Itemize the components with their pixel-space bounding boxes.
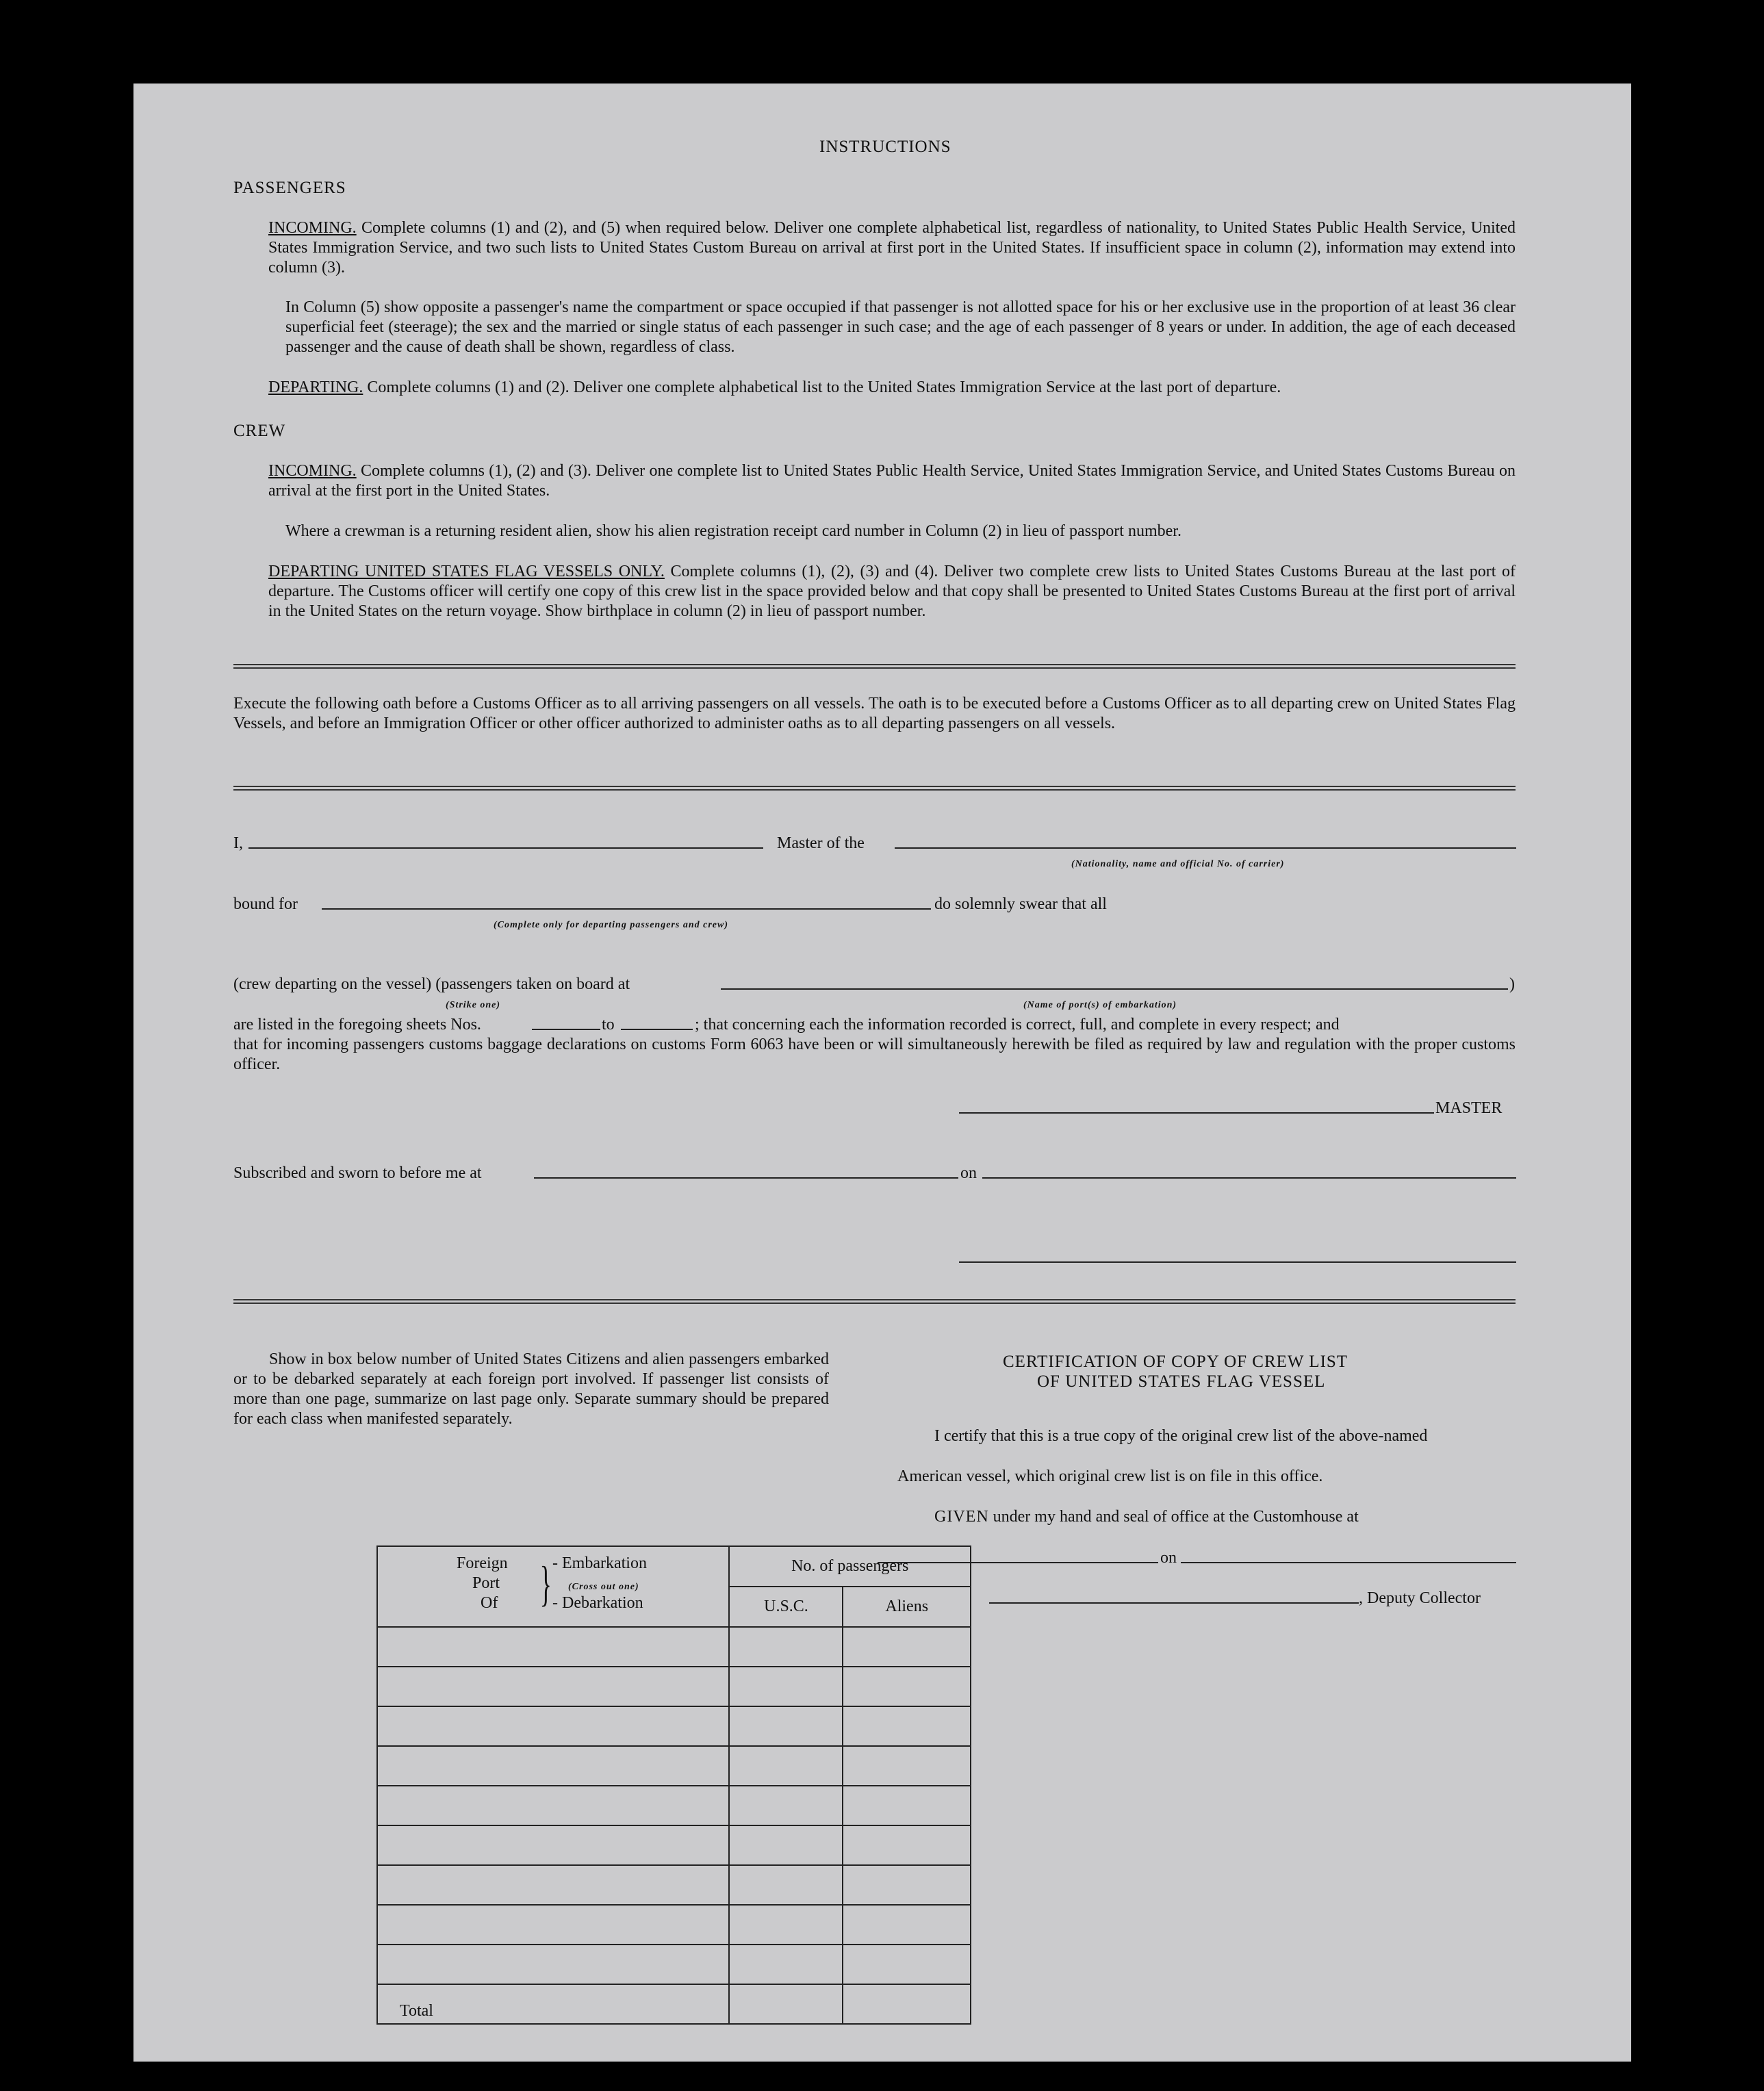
master-signature-field[interactable] [959,1112,1434,1114]
master-label: MASTER [1435,1099,1503,1117]
subscribed-place-field[interactable] [534,1177,958,1179]
passengers-column5-text: In Column (5) show opposite a passenger's name the compartment or space occupied if that passenger is not allotted space for his or her exclusive use in the proportion of at least 36 clear superficial feet (steerage); the sex and the married or single status of each passenger in such case; and the age of each passenger of 8 years or under. In addition, the age of each deceased passenger and the cause of death shall be shown, regardless of class. [285,298,1516,356]
carrier-field[interactable] [895,847,1516,849]
oath-continuation: that for incoming passengers customs baggage declarations on customs Form 6063 have been or will simultaneously herewith be filed as required by law and regulation with the proper customs officer. [233,1036,1516,1073]
port-cell[interactable] [377,1945,729,1984]
port-cell[interactable] [377,1706,729,1746]
crew-departing-label: DEPARTING UNITED STATES FLAG VESSELS ONLY. [268,563,665,580]
debarkation-label: - Debarkation [552,1594,643,1612]
passengers-incoming-label: INCOMING. [268,219,357,237]
officer-signature-field[interactable] [959,1261,1516,1263]
embarkation-label: - Embarkation [552,1554,647,1572]
divider [233,786,1516,791]
certification-title-line2: OF UNITED STATES FLAG VESSEL [1037,1372,1326,1391]
table-row [377,1786,971,1825]
do-solemnly-label: do solemnly swear that all [934,895,1107,913]
usc-cell[interactable] [729,1627,843,1667]
table-row [377,1667,971,1706]
carrier-caption: (Nationality, name and official No. of carrier) [1071,859,1285,869]
table-row [377,1865,971,1905]
certify-line1: I certify that this is a true copy of the original crew list of the above-named [934,1427,1428,1445]
aliens-cell[interactable] [843,1706,971,1746]
crew-departing-body: Complete columns (1), (2), (3) and (4). Deliver two complete crew lists to United States Customs Bureau at the last port of departure. The Customs officer will certify one copy of this crew list in the space provided below and that copy shall be presented to United States Customs Bureau at the first port of arrival in the United States on the return voyage. Show birthplace in column (2) in lieu of passport number. [268,563,1516,620]
subscribed-label: Subscribed and sworn to before me at [233,1164,482,1182]
usc-cell[interactable] [729,1746,843,1786]
passenger-summary-table [376,1545,971,2025]
port-cell[interactable] [377,1667,729,1706]
crew-incoming-body: Complete columns (1), (2) and (3). Deliver one complete list to United States Public Health Service, United States Immigration Service, and United States Customs Bureau on arrival at the first port in the United States. [268,462,1516,500]
aliens-total-cell[interactable] [843,1984,971,2024]
crew-incoming-text [268,461,1516,501]
passengers-departing-body: Complete columns (1) and (2). Deliver one complete alphabetical list to the United States Immigration Service at the last port of departure. [367,379,1281,396]
port-header-cell [377,1546,729,1627]
usc-total-cell[interactable] [729,1984,843,2024]
divider [233,1299,1516,1304]
usc-header: U.S.C. [729,1587,843,1627]
form-page [133,84,1631,2062]
sheet-to-field[interactable] [621,1029,693,1030]
crew-resident-text: Where a crewman is a returning resident alien, show his alien registration receipt card number in Column (2) in lieu of passport number. [285,522,1181,540]
bracket-glyph: } [539,1556,552,1611]
usc-cell[interactable] [729,1667,843,1706]
usc-cell[interactable] [729,1786,843,1825]
port-cell[interactable] [377,1786,729,1825]
table-row [377,1825,971,1865]
bound-for-label: bound for [233,895,298,913]
concerning-text: ; that concerning each the information recorded is correct, full, and complete in every respect; and [695,1016,1340,1034]
port-cell[interactable] [377,1825,729,1865]
crew-departing-label: (crew departing on the vessel) (passengers taken on board at [233,975,630,993]
usc-cell[interactable] [729,1905,843,1945]
total-row [377,1984,971,2024]
port-label: Port [472,1574,500,1592]
master-of-the-label: Master of the [777,834,865,852]
aliens-cell[interactable] [843,1667,971,1706]
aliens-cell[interactable] [843,1746,971,1786]
crew-departing-text [268,562,1516,621]
table-header-row [377,1546,971,1587]
aliens-header: Aliens [843,1587,971,1627]
aliens-cell[interactable] [843,1825,971,1865]
passengers-departing-text [268,378,1516,398]
table-row [377,1945,971,1984]
aliens-cell[interactable] [843,1945,971,1984]
crew-incoming-label: INCOMING. [268,462,357,480]
certification-title-line1: CERTIFICATION OF COPY OF CREW LIST [1003,1352,1348,1371]
instructions-title: INSTRUCTIONS [819,138,951,156]
table-row [377,1706,971,1746]
subscribed-date-field[interactable] [982,1177,1516,1179]
to-label: to [602,1016,615,1034]
certification-on-label: on [1160,1549,1177,1567]
subscribed-on-label: on [960,1164,977,1182]
sheet-from-field[interactable] [532,1029,600,1030]
listed-in-label: are listed in the foregoing sheets Nos. [233,1016,481,1034]
passengers-heading: PASSENGERS [233,179,346,197]
bound-for-field[interactable] [322,908,931,910]
given-body: under my hand and seal of office at the Customhouse at [993,1508,1359,1526]
given-label: GIVEN [934,1508,989,1526]
certification-date-field[interactable] [1181,1562,1516,1563]
foreign-label: Foreign [457,1554,508,1572]
port-cell[interactable] [377,1746,729,1786]
close-paren: ) [1509,975,1515,993]
cross-out-caption: (Cross out one) [568,1582,639,1592]
oath-instruction: Execute the following oath before a Customs Officer as to all arriving passengers on all vessels. The oath is to be executed before a Customs Officer as to all departing crew on United States Flag Vessels, and before an Immigration Officer or other officer authorized to administer oaths as to all departing passengers on all vessels. [233,695,1516,732]
usc-cell[interactable] [729,1706,843,1746]
passengers-incoming-text [268,218,1516,278]
table-row [377,1905,971,1945]
summary-instruction: Show in box below number of United States Citizens and alien passengers embarked or to be debarked separately at each foreign port involved. If passenger list consists of more than one page, summarize on last page only. Separate summary should be prepared for each class when manifested separately. [233,1350,829,1428]
given-text [934,1507,1359,1527]
usc-cell[interactable] [729,1945,843,1984]
total-label: Total [377,1984,729,2024]
port-cell[interactable] [377,1627,729,1667]
port-caption: (Name of port(s) of embarkation) [1023,1000,1177,1010]
usc-cell[interactable] [729,1865,843,1905]
aliens-cell[interactable] [843,1786,971,1825]
strike-one-caption: (Strike one) [446,1000,501,1010]
embarkation-port-field[interactable] [721,988,1508,990]
crew-heading: CREW [233,422,286,440]
master-name-field[interactable] [248,847,763,849]
divider [233,664,1516,669]
aliens-cell[interactable] [843,1905,971,1945]
no-of-passengers-header: No. of passengers [729,1546,971,1587]
departing-caption: (Complete only for departing passengers and crew) [494,920,728,930]
deputy-collector-label: , Deputy Collector [1359,1589,1481,1607]
of-label: Of [481,1594,498,1612]
table-row [377,1627,971,1667]
port-cell[interactable] [377,1865,729,1905]
usc-cell[interactable] [729,1825,843,1865]
certify-line2: American vessel, which original crew list is on file in this office. [897,1467,1323,1485]
oath-i-label: I, [233,834,243,852]
deputy-signature-field[interactable] [989,1602,1359,1604]
passengers-incoming-body: Complete columns (1) and (2), and (5) when required below. Deliver one complete alphabetical list, regardless of nationality, to United States Public Health Service, United States Immigration Service, and two such lists to United States Custom Bureau on arrival at first port in the United States. If insufficient space in column (2), information may extend into column (3). [268,219,1516,277]
table-row [377,1746,971,1786]
aliens-cell[interactable] [843,1627,971,1667]
passengers-departing-label: DEPARTING. [268,379,363,396]
aliens-cell[interactable] [843,1865,971,1905]
port-cell[interactable] [377,1905,729,1945]
